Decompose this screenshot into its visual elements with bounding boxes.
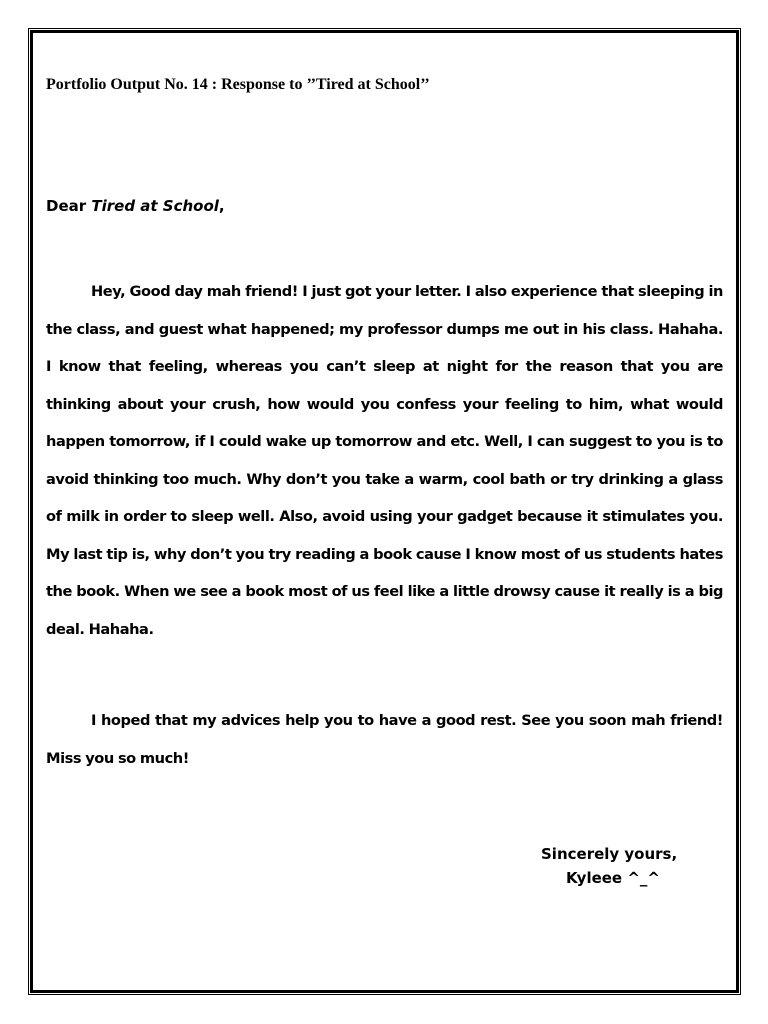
salutation-recipient: Tired at School (91, 197, 219, 215)
letter-paragraph-2: I hoped that my advices help you to have a good rest. See you soon mah friend! Miss you so much! (46, 712, 723, 767)
letter-paragraph-1: Hey, Good day mah friend! I just got your letter. I also experience that sleeping in the class, and guest what happened; my professor dumps me out in his class. Hahaha. I know that feeling, whereas you can’t sleep at night for the reason that you are thinking about your crush, how would you confess your feeling to him, what would happen tomorrow, if I could wake up tomorrow and etc. Well, I can suggest to you is to avoid thinking too much. Why don’t you take a warm, cool bath or try drinking a glass of milk in order to sleep well. Also, avoid using your gadget because it stimulates you. My last tip is, why don’t you try reading a book cause I know most of us students hates the book. When we see a book most of us feel like a little drowsy cause it really is a big deal. Hahaha. (46, 283, 723, 638)
salutation (46, 197, 225, 215)
document-title: Portfolio Output No. 14 : Response to ’’Tired at School’’ (46, 76, 430, 93)
closing-block (541, 842, 677, 890)
signature: Kyleee ^_^ (566, 869, 660, 887)
salutation-prefix: Dear (46, 197, 92, 215)
complimentary-close: Sincerely yours, (541, 845, 678, 863)
salutation-suffix: , (218, 197, 225, 215)
